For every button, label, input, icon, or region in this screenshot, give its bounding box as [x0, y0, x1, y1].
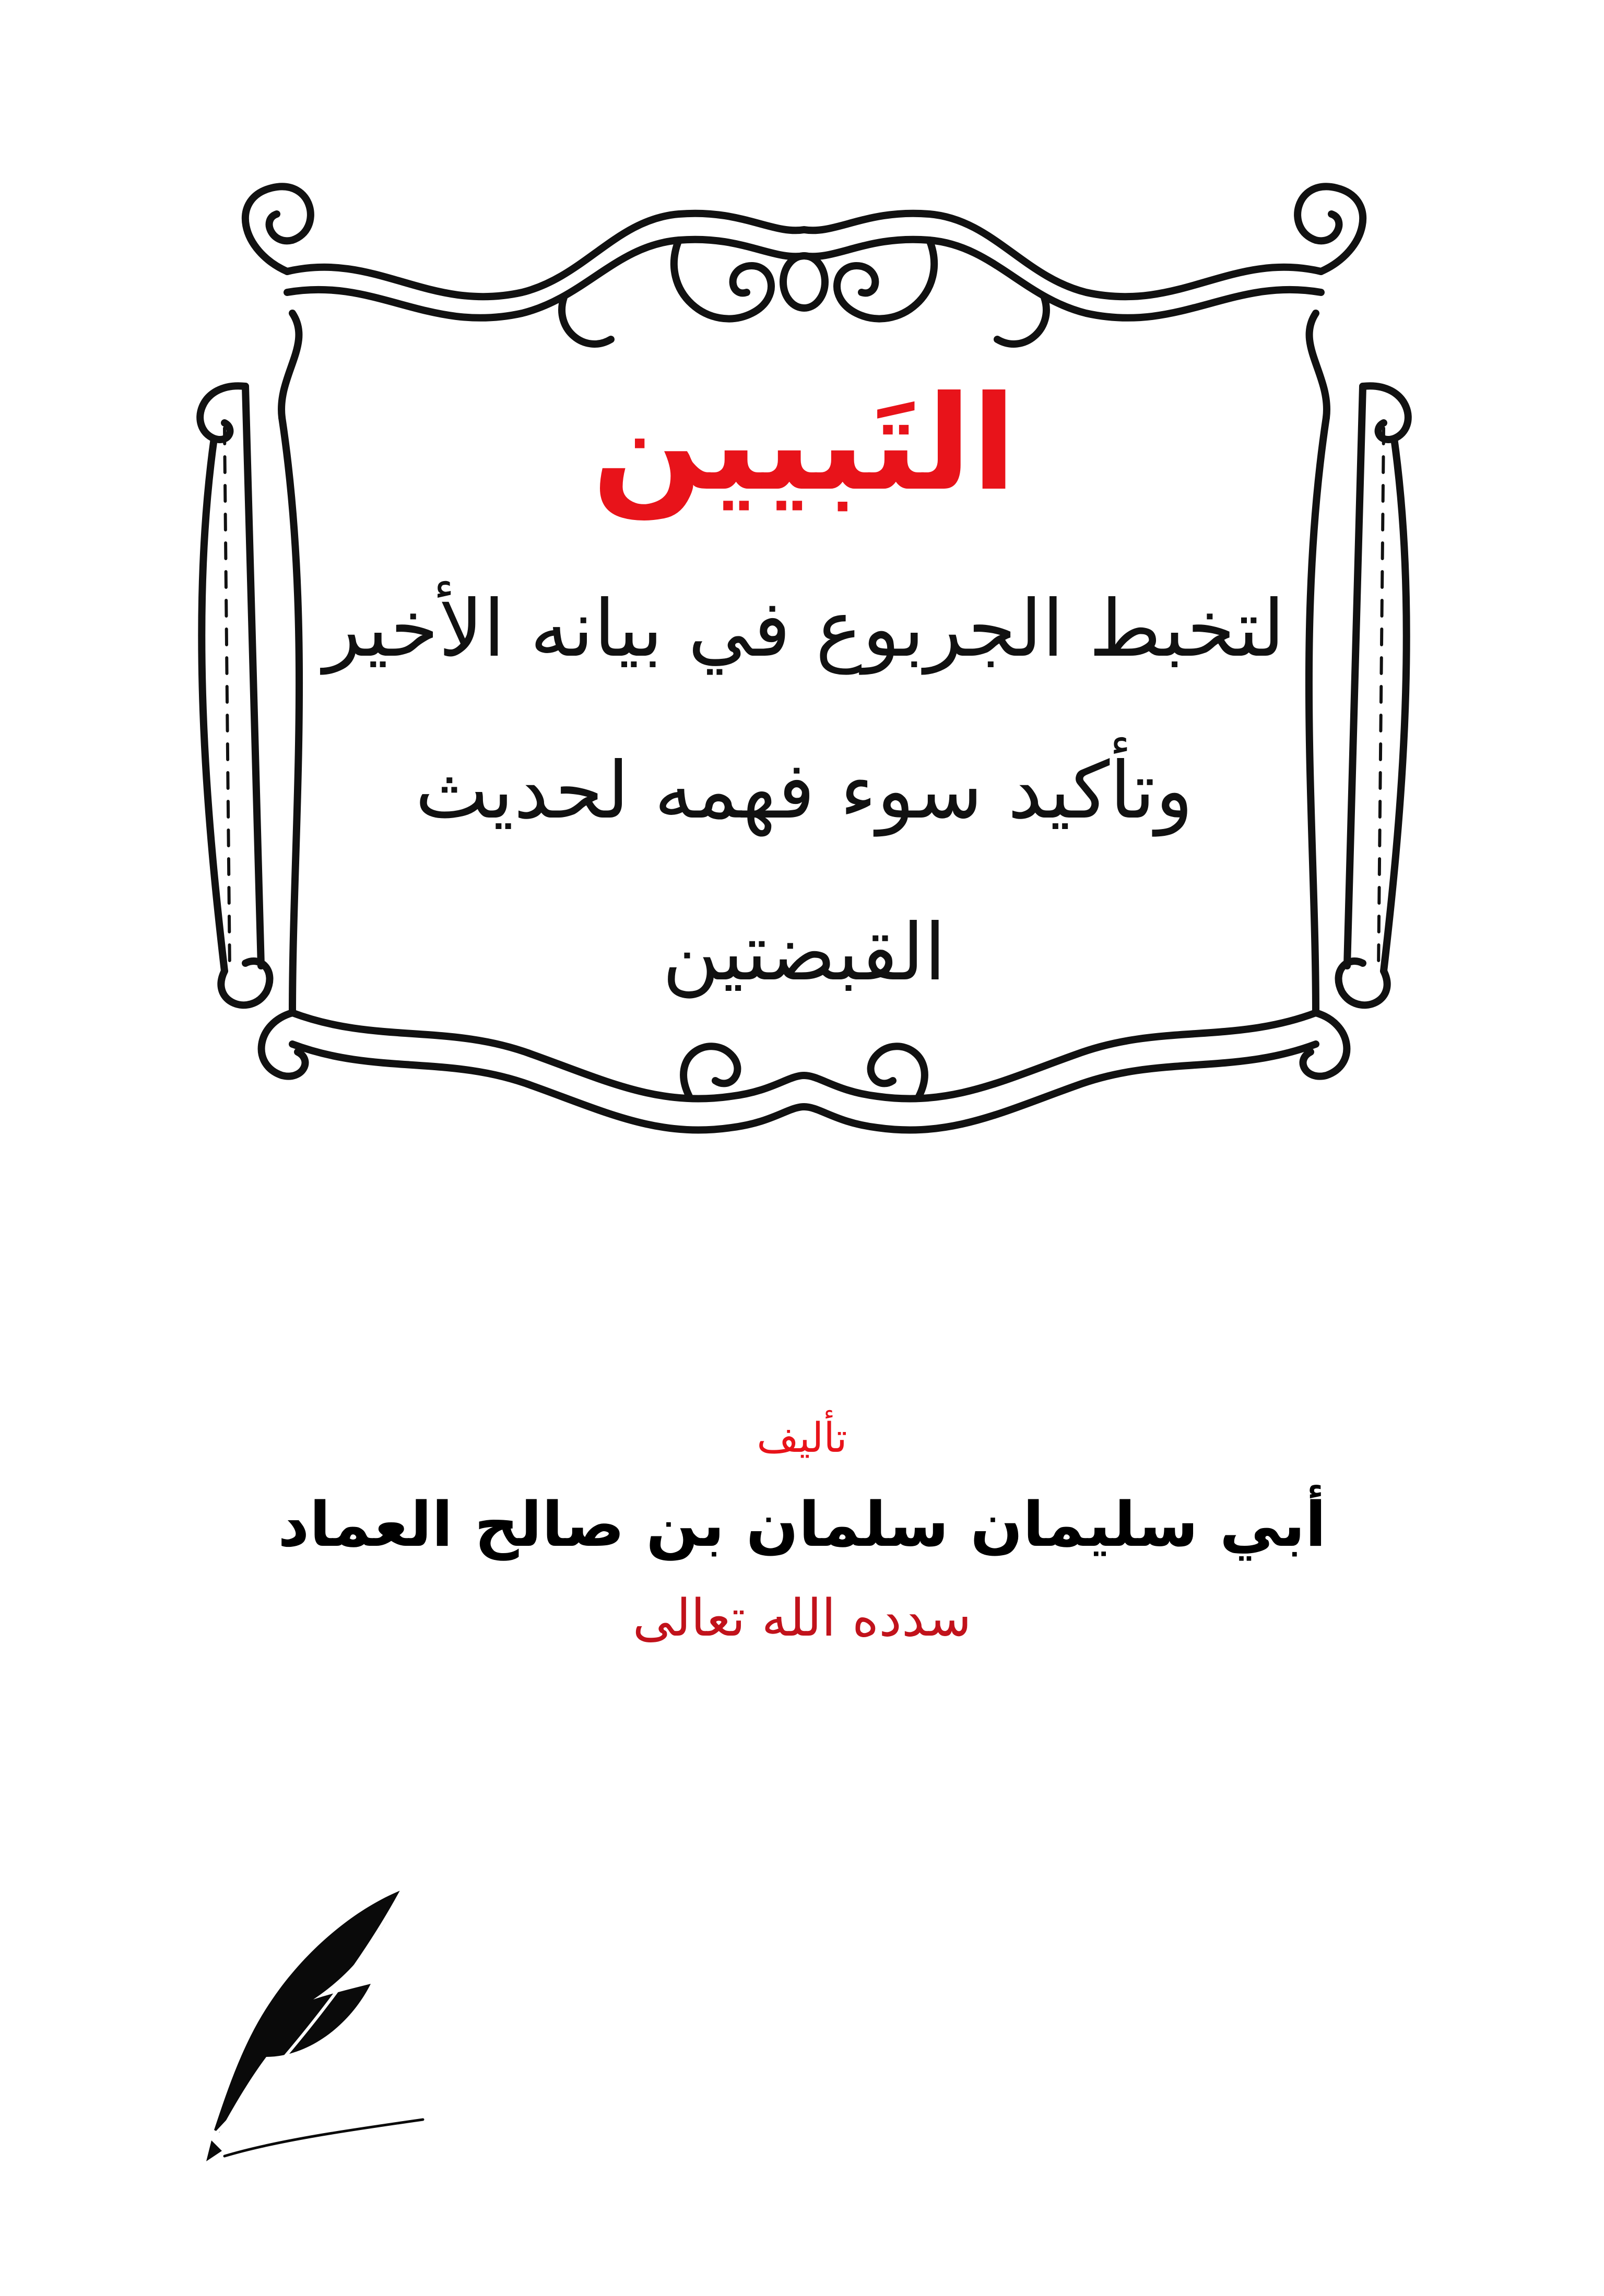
- title-block: [292, 365, 1316, 1008]
- feather-quill-icon: [193, 1879, 433, 2172]
- subtitle-line-1: لتخبط الجربوع في بيانه الأخير: [323, 584, 1285, 674]
- book-title: التَبيين: [592, 368, 1017, 519]
- subtitle-line-2: وتأكيد سوء فهمه لحديث: [415, 745, 1194, 836]
- author-block: [157, 1410, 1447, 1655]
- authored-by-label: تأليف: [757, 1415, 847, 1462]
- author-prayer: سدده الله تعالى: [632, 1589, 972, 1648]
- subtitle-line-3: القبضتين: [662, 907, 946, 998]
- author-name: أبي سليمان سلمان بن صالح العماد: [278, 1488, 1326, 1560]
